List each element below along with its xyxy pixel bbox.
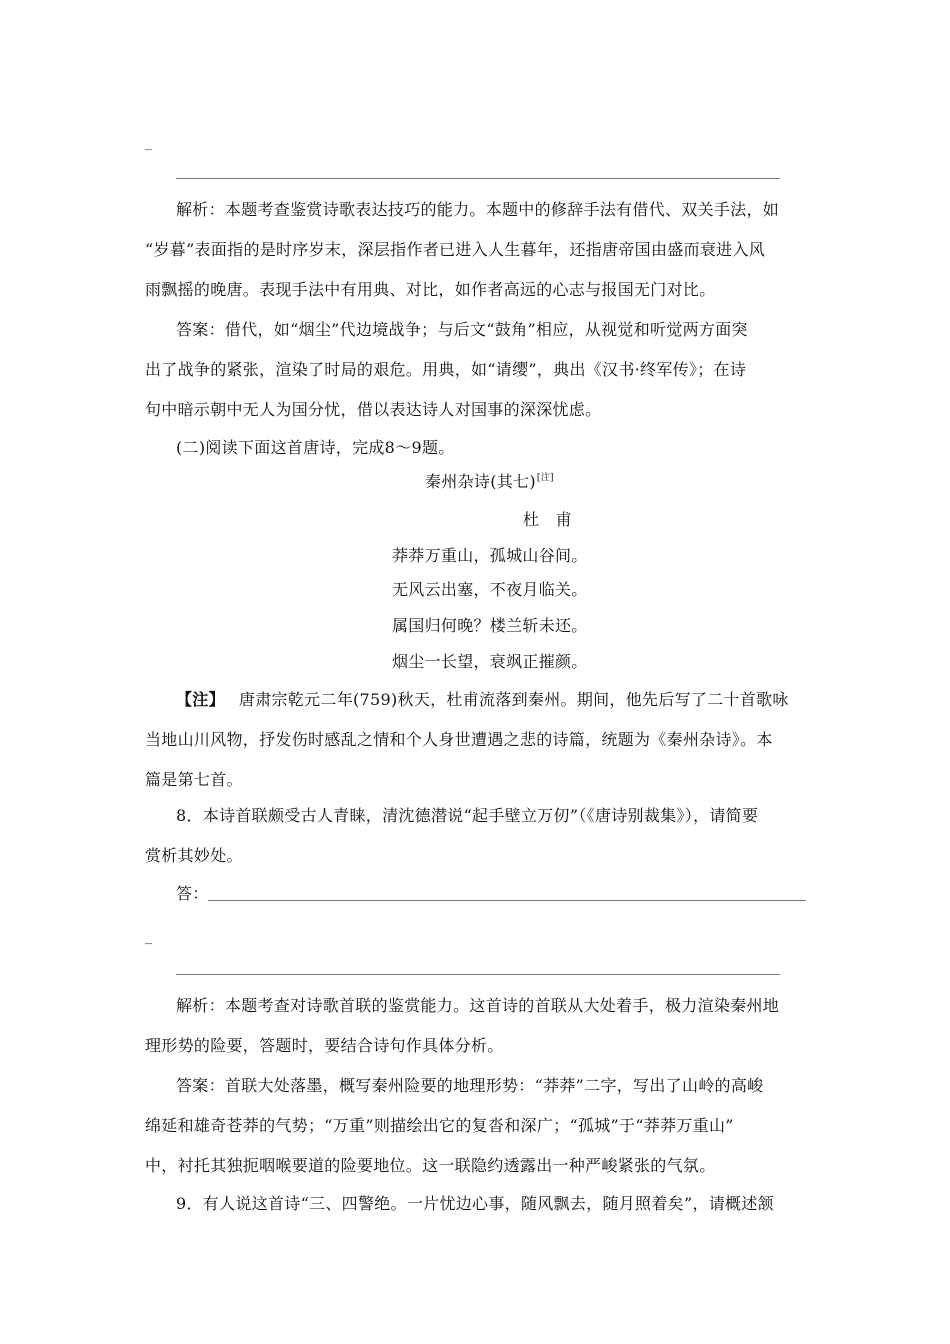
poem-line-3: 属国归何晚？楼兰斩未还。 bbox=[392, 616, 588, 635]
poem-title-text: 秦州杂诗(其七) bbox=[425, 472, 536, 491]
note-line-3: 篇是第七首。 bbox=[145, 770, 243, 789]
q8-line-2: 赏析其妙处。 bbox=[145, 846, 243, 865]
section2-intro: (二)阅读下面这首唐诗，完成8～9题。 bbox=[176, 438, 455, 457]
answer2-line-3: 中，衬托其独扼咽喉要道的险要地位。这一联隐约透露出一种严峻紧张的气氛。 bbox=[145, 1156, 716, 1175]
note-line-1 bbox=[176, 690, 841, 710]
answer-rule bbox=[176, 178, 780, 179]
q8-answer-label: 答： bbox=[176, 884, 209, 903]
analysis1-line-3: 雨飘摇的晚唐。表现手法中有用典、对比，如作者高远的心志与报国无门对比。 bbox=[145, 280, 716, 299]
answer2-line-1: 答案：首联大处落墨，概写秦州险要的地理形势：“莽莽”二字，写出了山岭的高峻 bbox=[176, 1076, 764, 1095]
answer1-line-1: 答案：借代，如“烟尘”代边境战争；与后文“鼓角”相应，从视觉和听觉两方面突 bbox=[176, 320, 748, 339]
q8-answer-line[interactable] bbox=[208, 900, 806, 901]
note-line-2: 当地山川风物，抒发伤时感乱之情和个人身世遭遇之悲的诗篇，统题为《秦州杂诗》。本 bbox=[145, 730, 773, 749]
answer2-line-2: 绵延和雄奇苍莽的气势；“万重”则描绘出它的复沓和深广；“孤城”于“莽莽万重山” bbox=[145, 1116, 734, 1135]
poem-author: 杜 甫 bbox=[523, 510, 572, 529]
q8-line-1: 8．本诗首联颇受古人青睐，清沈德潜说“起手壁立万仞”（《唐诗别裁集》），请简要 bbox=[176, 806, 759, 825]
poem-note-mark: [注] bbox=[536, 473, 554, 483]
q8-blank-dash: _ bbox=[145, 929, 152, 945]
analysis1-line-2: “岁暮”表面指的是时序岁末，深层指作者已进入人生暮年，还指唐帝国由盛而衰进入风 bbox=[145, 240, 766, 259]
answer1-line-3: 句中暗示朝中无人为国分忧，借以表达诗人对国事的深深忧虑。 bbox=[145, 400, 602, 419]
poem-line-4: 烟尘一长望，衰飒正摧颜。 bbox=[392, 652, 588, 671]
analysis1-line-1: 解析：本题考查鉴赏诗歌表达技巧的能力。本题中的修辞手法有借代、双关手法，如 bbox=[176, 200, 780, 219]
note-text-1: 唐肃宗乾元二年(759)秋天，杜甫流落到秦州。期间，他先后写了二十首歌咏 bbox=[238, 690, 789, 709]
analysis2-line-1: 解析：本题考查对诗歌首联的鉴赏能力。这首诗的首联从大处着手，极力渲染秦州地 bbox=[176, 996, 780, 1015]
analysis2-line-2: 理形势的险要，答题时，要结合诗句作具体分析。 bbox=[145, 1036, 504, 1055]
blank-dash: _ bbox=[145, 135, 152, 151]
note-label: 【注】 bbox=[176, 690, 225, 709]
poem-line-1: 莽莽万重山，孤城山谷间。 bbox=[392, 546, 588, 565]
answer1-line-2: 出了战争的紧张，渲染了时局的艰危。用典，如“请缨”，典出《汉书·终军传》；在诗 bbox=[145, 360, 747, 379]
q8-answer-rule bbox=[176, 974, 780, 975]
q9-line-1: 9．有人说这首诗“三、四警绝。一片忧边心事，随风飘去，随月照着矣”，请概述颔 bbox=[176, 1194, 774, 1213]
poem-title bbox=[425, 472, 625, 495]
poem-line-2: 无风云出塞，不夜月临关。 bbox=[392, 580, 588, 599]
